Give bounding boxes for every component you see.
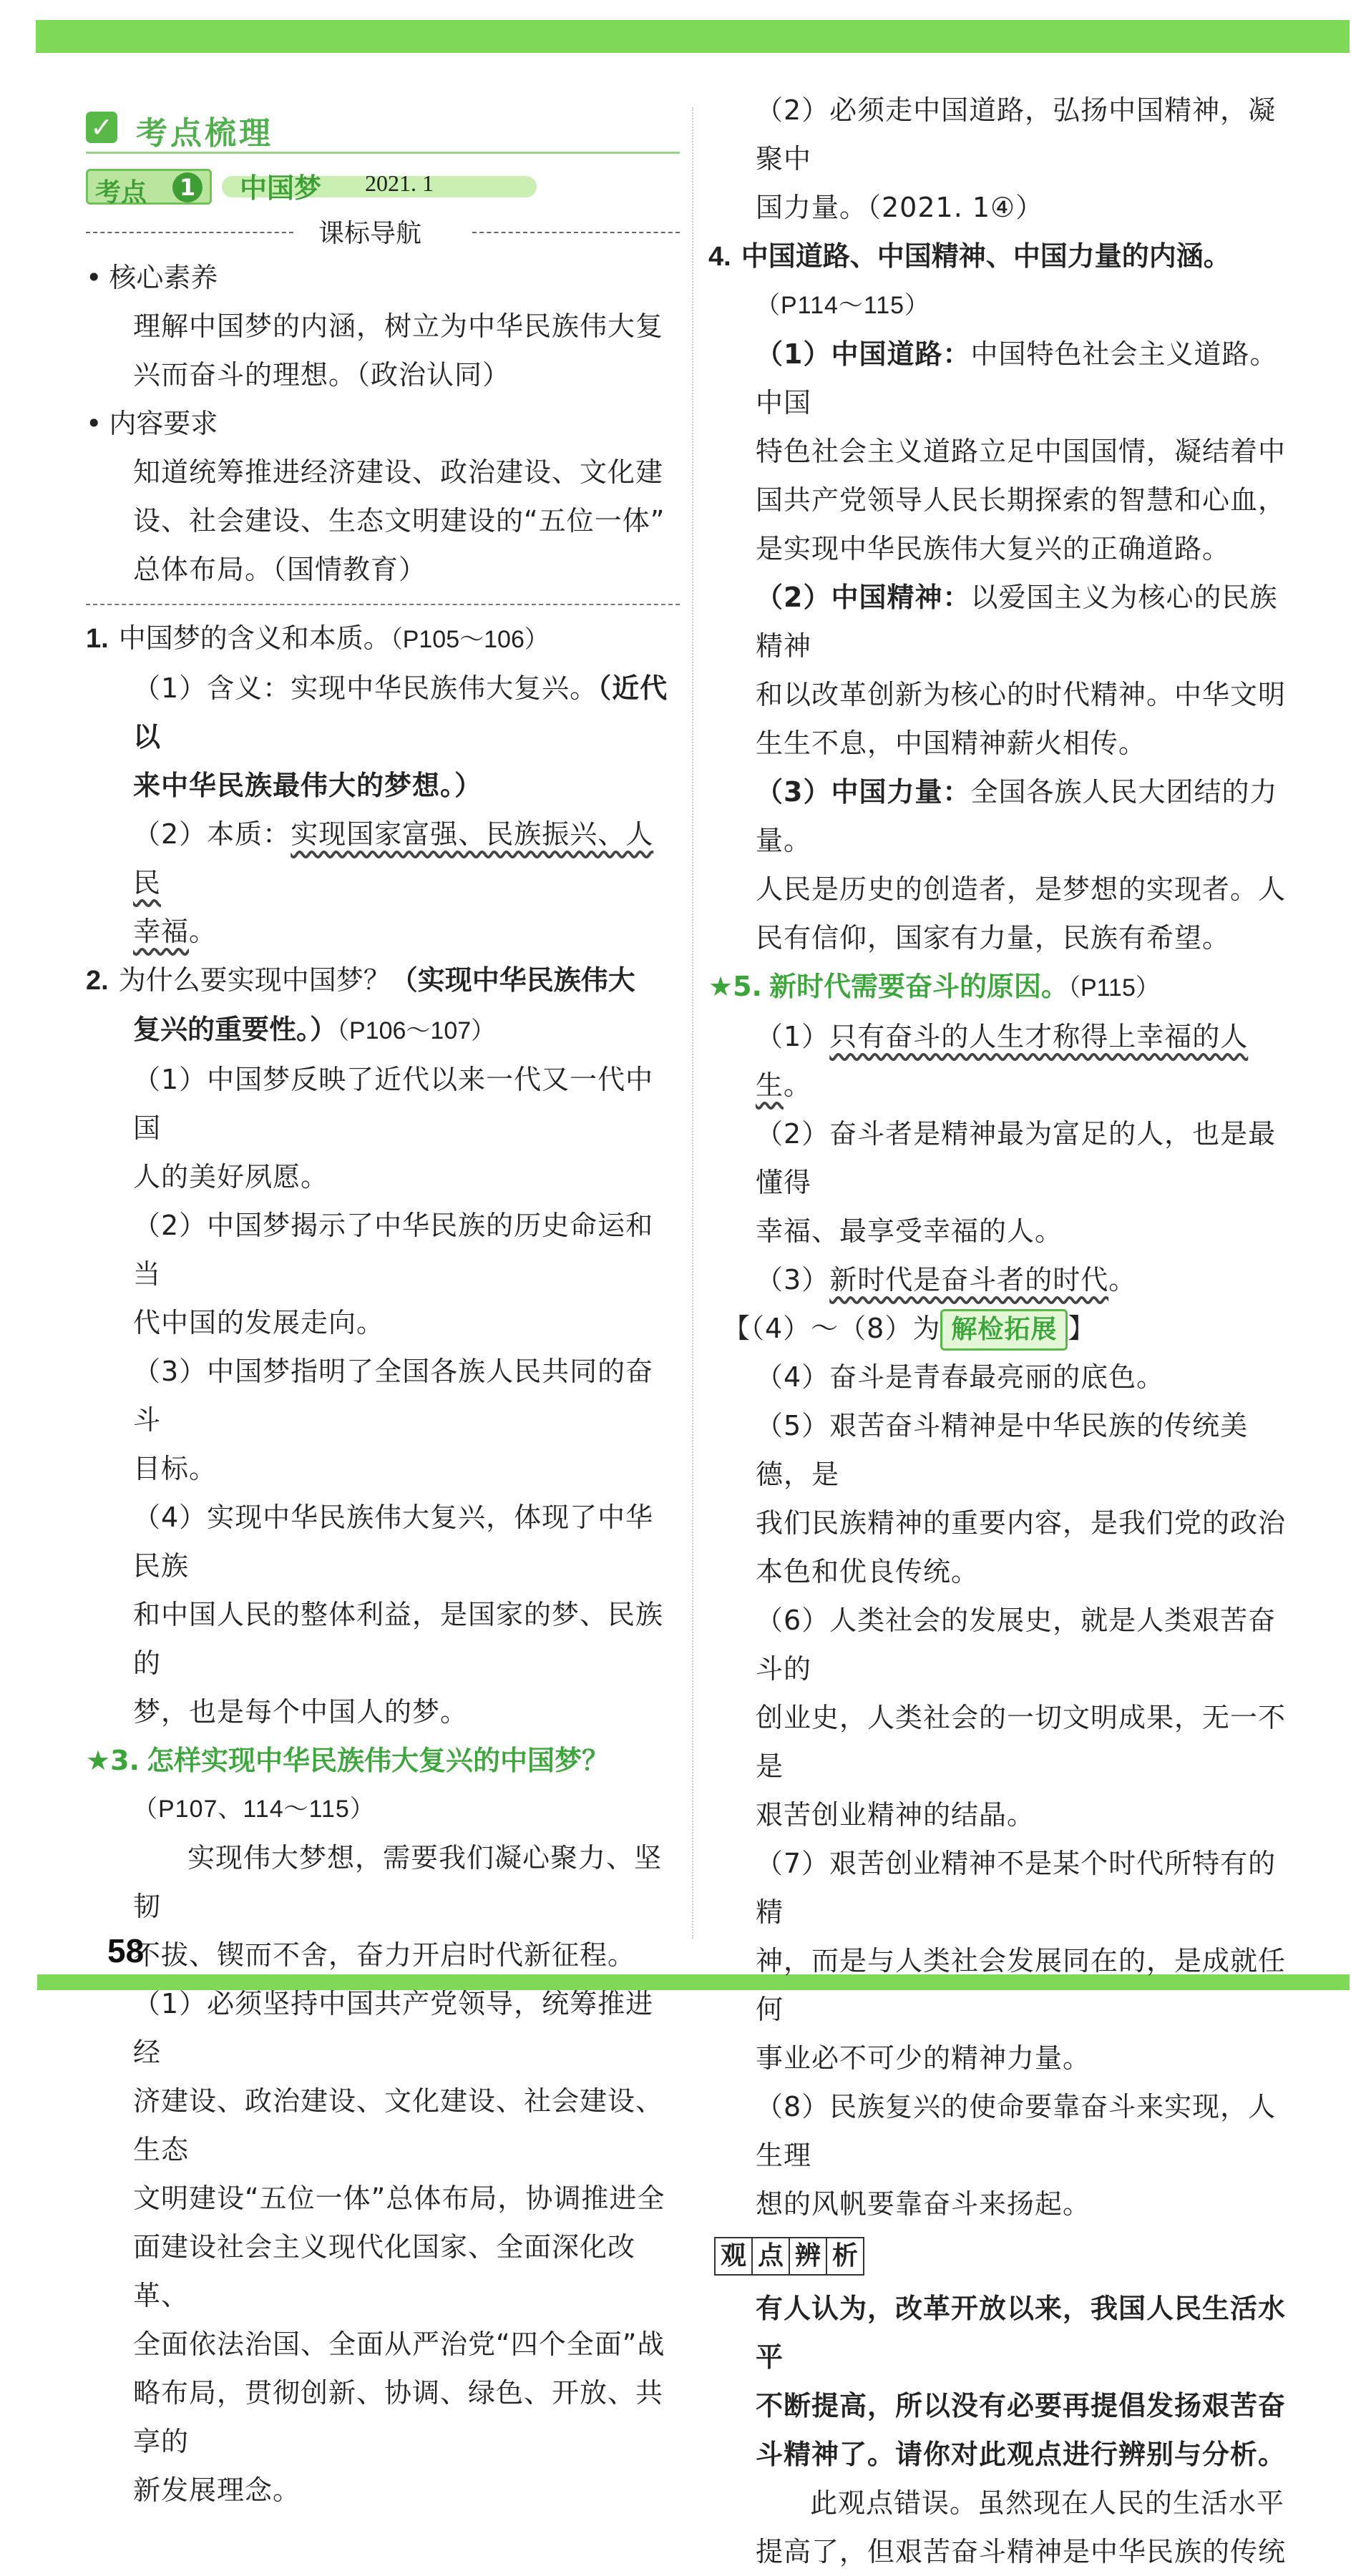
q3-ref: （P107、114～115） [133,1796,375,1823]
q5-line: （5）艰苦奋斗精神是中华民族的传统美德，是 [756,1410,1249,1490]
q4-answer-3: （3）中国力量：全国各族人民大团结的力量。 [756,776,1278,856]
q3-line: （1）必须坚持中国共产党领导，统筹推进经 [133,1988,654,2068]
q5-line: 事业必不可少的精神力量。 [756,2042,1091,2074]
viewpoint-label [708,2237,1302,2280]
q5-line: （8）民族复兴的使命要靠奋斗来实现，人生理 [756,2091,1277,2171]
q5-line: 我们民族精神的重要内容，是我们党的政治 [756,1507,1287,1539]
q4-line: 民有信仰，国家有力量，民族有希望。 [756,922,1231,954]
viewpoint-char: 点 [751,2237,790,2276]
kaodian-label: 考点 [95,178,147,207]
q4-line: 是实现中华民族伟大复兴的正确道路。 [756,533,1231,564]
q5-line: 创业史，人类社会的一切文明成果，无一不是 [756,1702,1287,1782]
q4-line: 和以改革创新为核心的时代精神。中华文明 [756,679,1287,710]
core-line: 理解中国梦的内涵，树立为中华民族伟大复 [133,310,664,342]
question-2-title: 2. 为什么要实现中国梦？（实现中华民族伟大 [86,964,635,996]
q5-line: 本色和优良传统。 [756,1556,980,1587]
question-1-title: 1. 中国梦的含义和本质。（P105～106） [86,622,549,654]
extension-row: 【（4）～（8）为 解检拓展 】 [708,1304,1302,1353]
column-divider [692,107,693,1939]
viewpoint-answer: 提高了，但艰苦奋斗精神是中华民族的传统 [756,2536,1287,2567]
q5-line: （3）新时代是奋斗者的时代。 [756,1264,1137,1296]
section-title: 考点梳理 [136,115,273,152]
q5-line: （4）奋斗是青春最亮丽的底色。 [756,1361,1165,1393]
q5-line: （2）奋斗者是精神最为富足的人，也是最懂得 [756,1118,1277,1198]
q5-line: （7）艰苦创业精神不是某个时代所特有的精 [756,1848,1277,1928]
q3-line: 略布局，贯彻创新、协调、绿色、开放、共享的 [133,2377,664,2457]
viewpoint-question: 斗精神了。请你对此观点进行辨别与分析。 [756,2439,1287,2470]
q2-line: （2）中国梦揭示了中华民族的历史命运和当 [133,1210,654,1290]
core-line: 兴而奋斗的理想。（政治认同） [133,359,511,391]
q3-line: 不拔、锲而不舍，奋力开启时代新征程。 [133,1939,636,1971]
right-column [708,86,1302,2576]
guide-line-right [472,232,680,233]
viewpoint-question: 不断提高，所以没有必要再提倡发扬艰苦奋 [756,2390,1287,2421]
q3-line: 文明建设“五位一体”总体布局，协调推进全 [133,2183,665,2214]
q3-line: 新发展理念。 [133,2474,301,2506]
q5-line: （1）只有奋斗的人生才称得上幸福的人生。 [756,1021,1249,1101]
q5-line: 幸福、最享受幸福的人。 [756,1215,1063,1247]
page-number: 58 [107,1932,145,1969]
section-rule [86,152,680,154]
q4-line: 特色社会主义道路立足中国国情，凝结着中 [756,436,1287,467]
viewpoint-answer: 此观点错误。虽然现在人民的生活水平 [810,2487,1285,2519]
viewpoint-question: 有人认为，改革开放以来，我国人民生活水平 [756,2293,1287,2373]
q2-line: 和中国人民的整体利益，是国家的梦、民族的 [133,1599,664,1679]
viewpoint-char: 析 [826,2237,864,2276]
q2-line: 人的美好夙愿。 [133,1161,329,1192]
q4-line: 国共产党领导人民长期探索的智慧和心血， [756,484,1287,516]
q4-answer-2: （2）中国精神：以爱国主义为核心的民族精神 [756,582,1278,662]
question-3-title: ★3. 怎样实现中华民族伟大复兴的中国梦？ [86,1745,609,1776]
question-2-title-cont: 复兴的重要性。）（P106～107） [133,1014,496,1045]
q1-answer-1-cont: 来中华民族最伟大的梦想。） [133,770,483,801]
question-5-title: ★5. 新时代需要奋斗的原因。（P115） [708,971,1160,1002]
q3-line: 国力量。（2021. 1④） [756,192,1044,223]
q4-line: 生生不息，中国精神薪火相传。 [756,728,1147,759]
q3-line: 面建设社会主义现代化国家、全面深化改革、 [133,2231,636,2311]
content-line: 总体布局。（国情教育） [133,554,427,585]
content-heading: • 内容要求 [86,399,680,448]
q2-line: 梦，也是每个中国人的梦。 [133,1696,469,1728]
q4-line: 人民是历史的创造者，是梦想的实现者。人 [756,873,1287,905]
dashed-divider [86,604,680,605]
q5-line: 想的风帆要靠奋斗来扬起。 [756,2188,1091,2220]
q2-line: （1）中国梦反映了近代以来一代又一代中国 [133,1064,654,1144]
q5-line: 神，而是与人类社会发展同在的，是成就任何 [756,1945,1287,2025]
q1-answer-2: （2）本质：实现国家富强、民族振兴、人民 [133,818,654,898]
q3-line: 全面依法治国、全面从严治党“四个全面”战 [133,2328,665,2360]
q1-answer-2-cont: 幸福。 [133,916,218,947]
kaodian-row [86,166,680,212]
guide-row [86,212,680,253]
extension-tag: 解检拓展 [940,1309,1068,1351]
q2-line: 目标。 [133,1453,218,1484]
left-column [86,100,680,2514]
q2-line: （4）实现中华民族伟大复兴，体现了中华民族 [133,1502,654,1582]
q4-answer-1: （1）中国道路：中国特色社会主义道路。中国 [756,338,1278,418]
kaodian-year: 2021. 1 [365,170,434,196]
core-heading: • 核心素养 [86,253,680,302]
q2-line: 代中国的发展走向。 [133,1307,385,1338]
viewpoint-char: 观 [714,2237,753,2276]
kaodian-title: 中国梦 [240,172,322,204]
q4-ref: （P114～115） [756,292,930,319]
content-line: 设、社会建设、生态文明建设的“五位一体” [133,505,665,537]
viewpoint-char: 辨 [789,2237,827,2276]
q5-line: （6）人类社会的发展史，就是人类艰苦奋斗的 [756,1605,1277,1685]
question-4-title: 4. 中国道路、中国精神、中国力量的内涵。 [708,240,1231,272]
content-line: 知道统筹推进经济建设、政治建设、文化建 [133,456,664,488]
kaodian-badge [86,169,212,205]
q5-line: 艰苦创业精神的结晶。 [756,1799,1035,1831]
q3-line: （2）必须走中国道路，弘扬中国精神，凝聚中 [756,94,1277,175]
q2-line: （3）中国梦指明了全国各族人民共同的奋斗 [133,1356,654,1436]
guide-title: 课标导航 [318,219,422,248]
kaodian-number: 1 [172,172,203,202]
guide-line-left [86,232,293,233]
q3-line: 实现伟大梦想，需要我们凝心聚力、坚韧 [133,1842,663,1922]
q1-answer-1: （1）含义：实现中华民族伟大复兴。（近代以 [133,672,668,753]
top-green-band [36,20,1350,53]
section-header [86,100,680,156]
check-icon: ✓ [86,112,117,143]
q3-line: 济建设、政治建设、文化建设、社会建设、生态 [133,2085,664,2165]
